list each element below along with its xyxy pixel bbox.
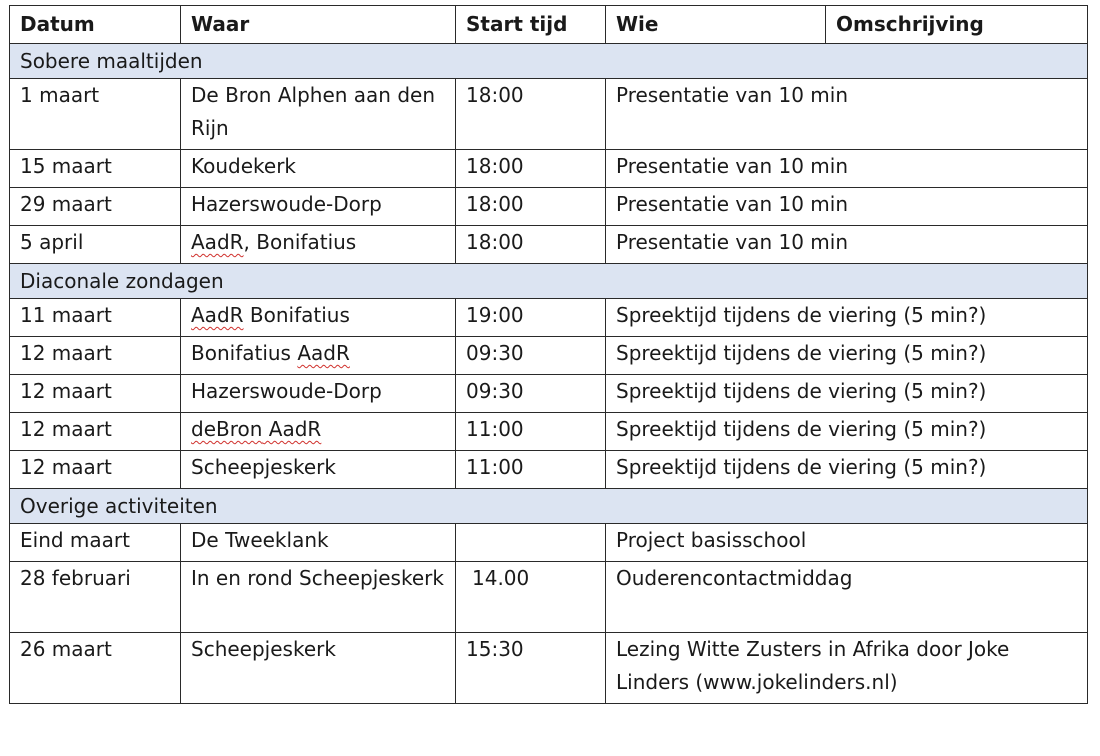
cell-waar-text: Bonifatius [191,341,298,365]
cell-waar [181,299,456,337]
table-row [10,375,1088,413]
cell-tijd: 11:00 [456,451,606,489]
cell-waar [181,413,456,451]
table-row [10,562,1088,633]
cell-waar [181,337,456,375]
misspelled-word: AadR [191,303,244,327]
table-row [10,299,1088,337]
table-row [10,150,1088,188]
schedule-table [9,5,1088,704]
cell-datum: 5 april [10,226,181,264]
cell-datum: Eind maart [10,524,181,562]
cell-tijd: 09:30 [456,375,606,413]
cell-waar: Hazerswoude-Dorp [181,375,456,413]
cell-waar-text: Bonifatius [243,303,350,327]
table-row [10,226,1088,264]
misspelled-word: AadR [191,230,244,254]
cell-omschrijving: Spreektijd tijdens de viering (5 min?) [606,413,1088,451]
cell-tijd [456,524,606,562]
section-header [10,44,1088,79]
cell-waar: De Tweeklank [181,524,456,562]
cell-omschrijving: Spreektijd tijdens de viering (5 min?) [606,299,1088,337]
cell-waar: De Bron Alphen aan den Rijn [181,79,456,150]
table-row [10,524,1088,562]
section-title: Overige activiteiten [10,489,1088,524]
cell-omschrijving: Ouderencontactmiddag [606,562,1088,633]
cell-tijd: 18:00 [456,226,606,264]
cell-tijd: 09:30 [456,337,606,375]
cell-datum: 12 maart [10,337,181,375]
cell-omschrijving: Presentatie van 10 min [606,188,1088,226]
table-row [10,79,1088,150]
cell-datum: 12 maart [10,451,181,489]
cell-tijd: 15:30 [456,633,606,704]
header-start-tijd: Start tijd [456,6,606,44]
section-title: Diaconale zondagen [10,264,1088,299]
misspelled-word: AadR [297,341,350,365]
cell-waar: Koudekerk [181,150,456,188]
header-row [10,6,1088,44]
cell-waar: Scheepjeskerk [181,451,456,489]
cell-tijd: 19:00 [456,299,606,337]
cell-waar: In en rond Scheepjeskerk [181,562,456,633]
cell-datum: 15 maart [10,150,181,188]
section-header [10,264,1088,299]
cell-datum: 12 maart [10,375,181,413]
cell-datum: 1 maart [10,79,181,150]
table-row [10,451,1088,489]
cell-waar [181,226,456,264]
table-row [10,188,1088,226]
cell-tijd: 11:00 [456,413,606,451]
cell-omschrijving: Spreektijd tijdens de viering (5 min?) [606,451,1088,489]
cell-tijd: 14.00 [456,562,606,633]
cell-waar: Scheepjeskerk [181,633,456,704]
cell-omschrijving: Presentatie van 10 min [606,226,1088,264]
table-row [10,413,1088,451]
cell-tijd: 18:00 [456,150,606,188]
section-title: Sobere maaltijden [10,44,1088,79]
misspelled-word: AadR [262,417,322,441]
cell-omschrijving: Lezing Witte Zusters in Afrika door Joke Linders (www.jokelinders.nl) [606,633,1088,704]
table-row [10,633,1088,704]
table-row [10,337,1088,375]
header-wie: Wie [606,6,826,44]
cell-datum: 29 maart [10,188,181,226]
cell-omschrijving: Presentatie van 10 min [606,150,1088,188]
cell-datum: 11 maart [10,299,181,337]
cell-omschrijving: Presentatie van 10 min [606,79,1088,150]
cell-omschrijving: Project basisschool [606,524,1088,562]
cell-datum: 26 maart [10,633,181,704]
cell-omschrijving: Spreektijd tijdens de viering (5 min?) [606,337,1088,375]
cell-datum: 28 februari [10,562,181,633]
section-header [10,489,1088,524]
cell-waar-text: , Bonifatius [243,230,357,254]
header-waar: Waar [181,6,456,44]
header-omschrijving: Omschrijving [826,6,1088,44]
cell-tijd: 18:00 [456,188,606,226]
cell-omschrijving: Spreektijd tijdens de viering (5 min?) [606,375,1088,413]
misspelled-word: deBron [191,417,263,441]
cell-datum: 12 maart [10,413,181,451]
header-datum: Datum [10,6,181,44]
cell-waar: Hazerswoude-Dorp [181,188,456,226]
cell-tijd: 18:00 [456,79,606,150]
